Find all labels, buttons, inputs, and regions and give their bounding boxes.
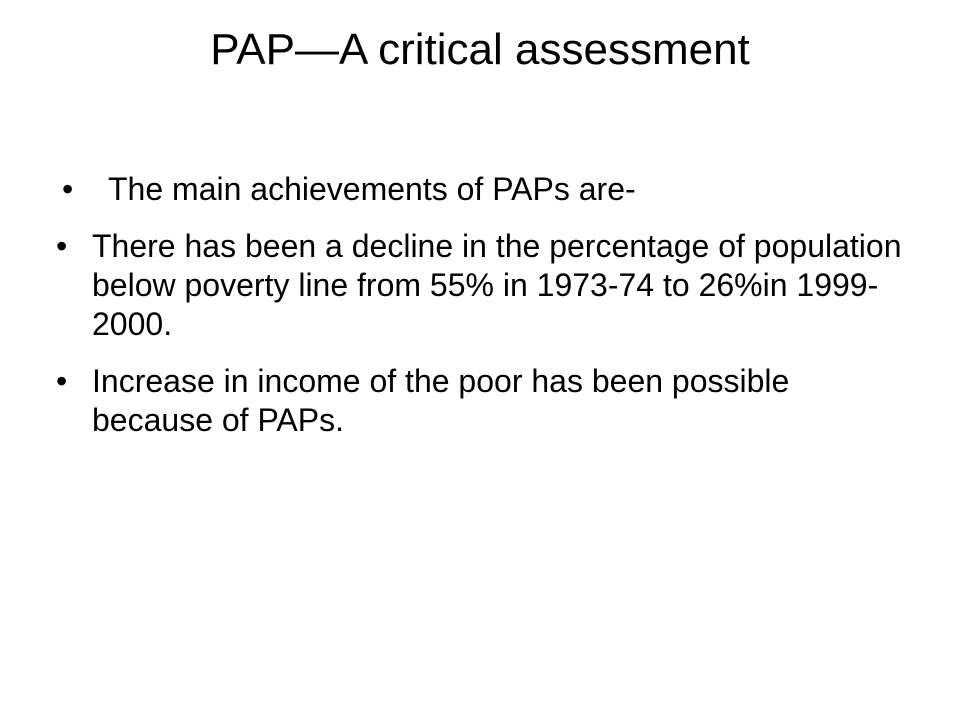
bullet-icon: • bbox=[62, 171, 74, 207]
bullet-text: Increase in income of the poor has been possible because of PAPs. bbox=[92, 363, 790, 438]
slide-title: PAP—A critical assessment bbox=[210, 25, 750, 74]
bullet-text: There has been a decline in the percentage of population below poverty line from 55% in 1973-74 to 26%in 1999-2000. bbox=[92, 228, 902, 342]
bullet-item bbox=[56, 170, 906, 209]
bullet-icon: • bbox=[56, 363, 68, 399]
bullet-item bbox=[56, 362, 906, 440]
bullet-list bbox=[56, 170, 906, 458]
bullet-text: The main achievements of PAPs are- bbox=[108, 171, 636, 207]
bullet-icon: • bbox=[56, 228, 68, 264]
bullet-item bbox=[56, 227, 906, 344]
